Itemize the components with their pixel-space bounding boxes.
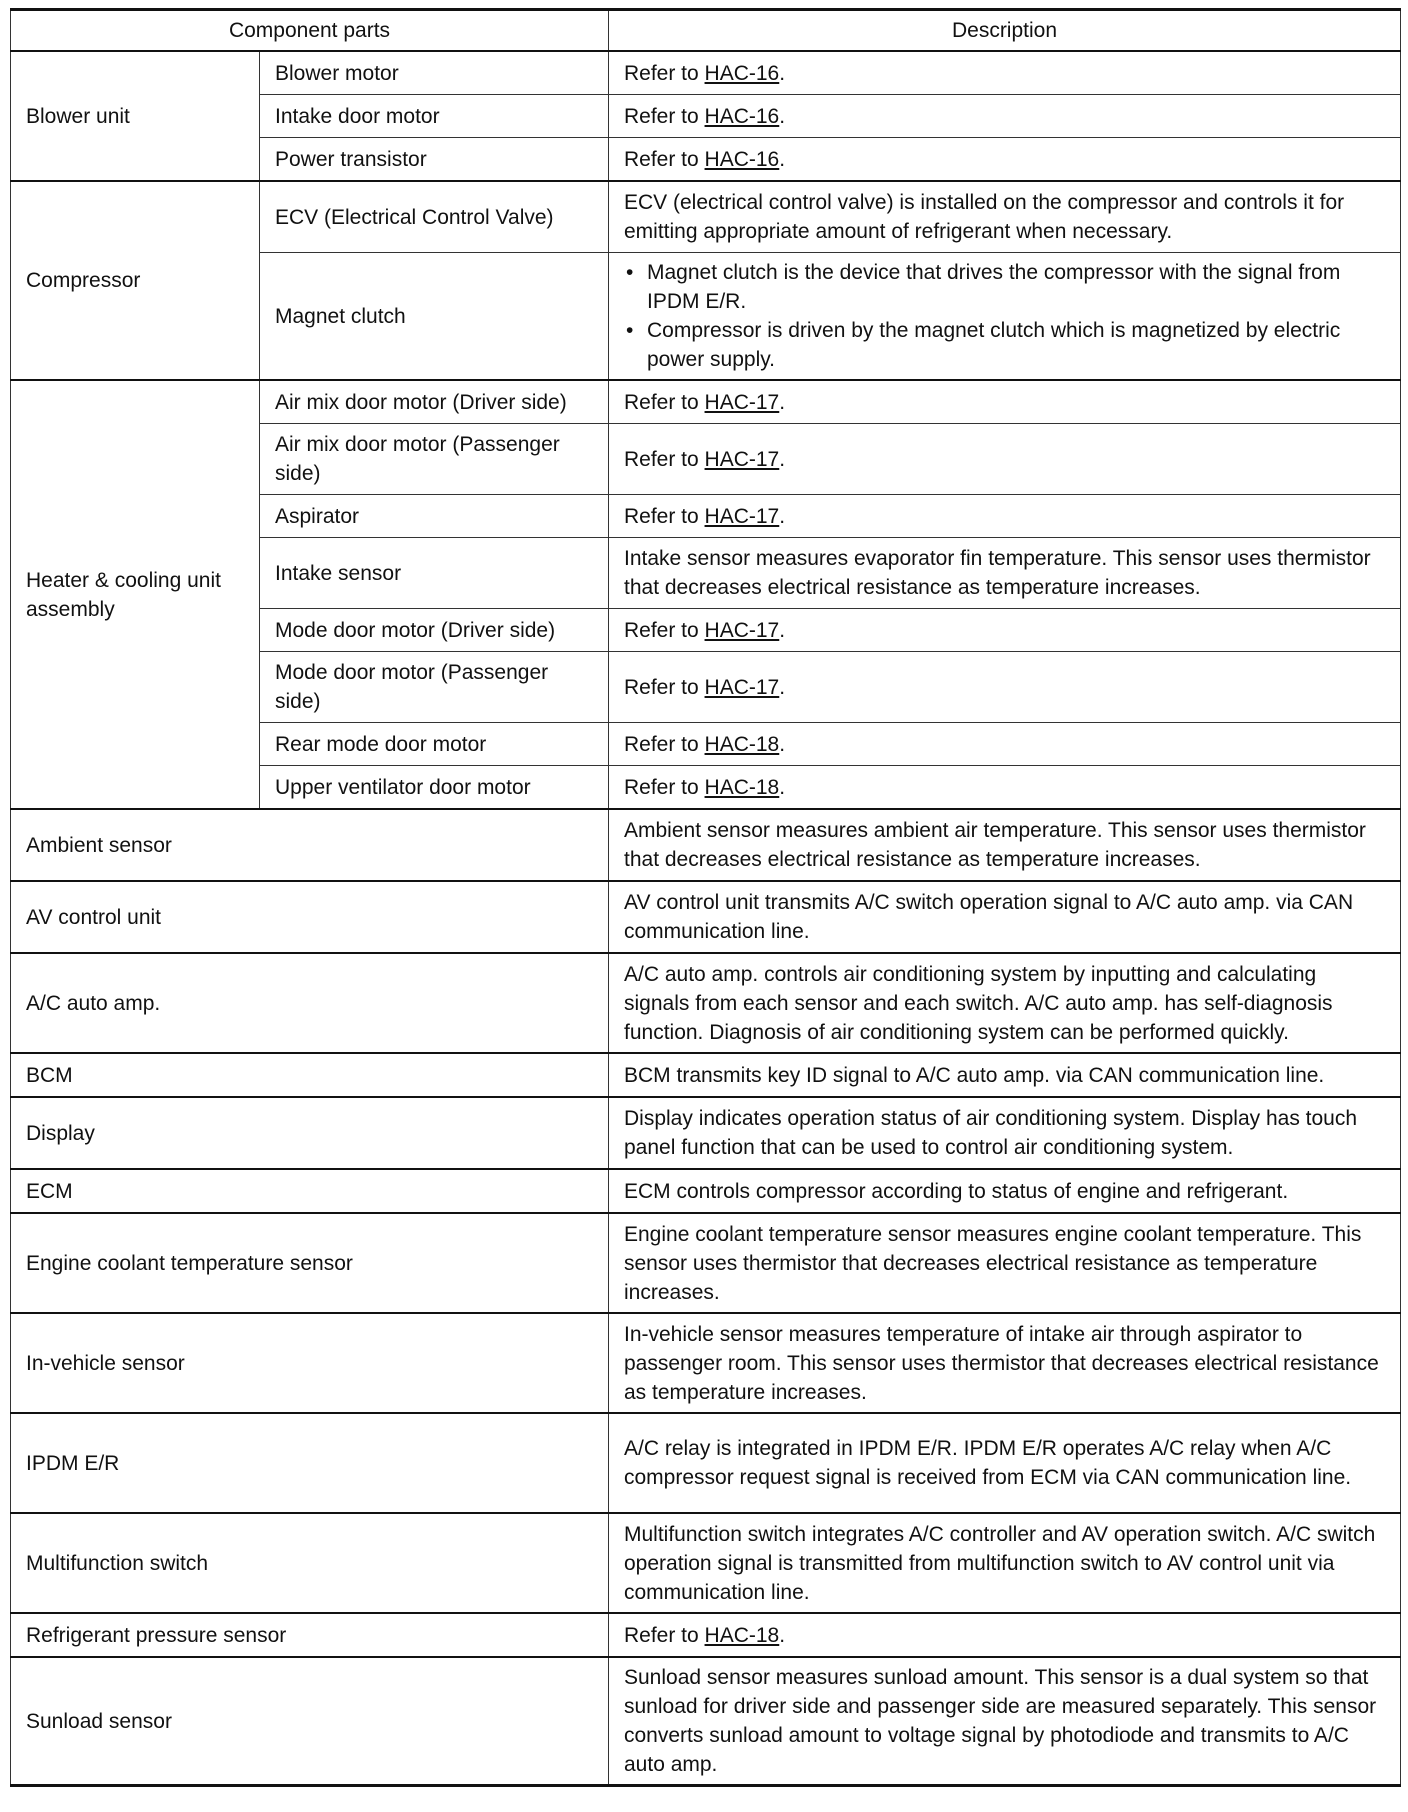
- part-name: Intake sensor: [260, 538, 609, 609]
- table-row: [11, 181, 1401, 253]
- part-name: IPDM E/R: [11, 1413, 609, 1513]
- bullet-item: • Compressor is driven by the magnet clutch which is magnetized by electric power supply.: [624, 316, 1385, 374]
- refer-text: Refer to: [624, 147, 705, 171]
- part-name: Air mix door motor (Passenger side): [260, 424, 609, 495]
- part-name: AV control unit: [11, 881, 609, 953]
- group-compressor: Compressor: [11, 181, 260, 380]
- refer-text: Refer to: [624, 390, 705, 414]
- description-cell: Refer to HAC-17.: [609, 380, 1401, 424]
- group-blower-unit: Blower unit: [11, 51, 260, 181]
- refer-text: Refer to: [624, 61, 705, 85]
- ref-link[interactable]: HAC-17: [704, 618, 780, 642]
- table-row: [11, 51, 1401, 95]
- part-name: Sunload sensor: [11, 1657, 609, 1786]
- refer-text: Refer to: [624, 104, 705, 128]
- refer-text: Refer to: [624, 732, 705, 756]
- table-row: [11, 1097, 1401, 1169]
- part-name: ECM: [11, 1169, 609, 1213]
- part-name: Aspirator: [260, 495, 609, 538]
- part-name: A/C auto amp.: [11, 953, 609, 1053]
- part-name: Mode door motor (Driver side): [260, 609, 609, 652]
- description-cell: Multifunction switch integrates A/C controller and AV operation switch. A/C switch operation signal is transmitted from multifunction switch to AV control unit via communication line.: [609, 1513, 1401, 1613]
- description-cell: Refer to HAC-18.: [609, 723, 1401, 766]
- part-name: Air mix door motor (Driver side): [260, 380, 609, 424]
- description-cell: Refer to HAC-16.: [609, 138, 1401, 182]
- description-cell: Refer to HAC-17.: [609, 609, 1401, 652]
- description-cell: Refer to HAC-17.: [609, 495, 1401, 538]
- table-row: [11, 380, 1401, 424]
- component-parts-table: [10, 8, 1401, 1787]
- ref-link[interactable]: HAC-16: [704, 147, 780, 171]
- part-name: Mode door motor (Passenger side): [260, 652, 609, 723]
- ref-link[interactable]: HAC-17: [704, 504, 780, 528]
- table-row: [11, 1053, 1401, 1097]
- table-header-row: [11, 10, 1401, 52]
- table-row: [11, 1213, 1401, 1313]
- description-cell: Sunload sensor measures sunload amount. This sensor is a dual system so that sunload for driver side and passenger side are measured separately. This sensor converts sunload amount to voltage signal by photodiode and transmits to A/C auto amp.: [609, 1657, 1401, 1786]
- description-cell: A/C auto amp. controls air conditioning system by inputting and calculating signals from each sensor and each switch. A/C auto amp. has self-diagnosis function. Diagnosis of air conditioning system can be performed quickly.: [609, 953, 1401, 1053]
- refer-text: Refer to: [624, 1623, 705, 1647]
- description-cell: Refer to HAC-16.: [609, 51, 1401, 95]
- part-name: ECV (Electrical Control Valve): [260, 181, 609, 253]
- part-name: Engine coolant temperature sensor: [11, 1213, 609, 1313]
- table-row: [11, 1613, 1401, 1657]
- part-name: Display: [11, 1097, 609, 1169]
- part-name: Ambient sensor: [11, 809, 609, 881]
- description-cell: A/C relay is integrated in IPDM E/R. IPDM E/R operates A/C relay when A/C compressor request signal is received from ECM via CAN communication line.: [609, 1413, 1401, 1513]
- part-name: Upper ventilator door motor: [260, 766, 609, 810]
- refer-text: Refer to: [624, 504, 705, 528]
- part-name: Rear mode door motor: [260, 723, 609, 766]
- table-row: [11, 809, 1401, 881]
- part-name: Power transistor: [260, 138, 609, 182]
- header-description: Description: [609, 10, 1401, 52]
- description-cell: Display indicates operation status of air conditioning system. Display has touch panel function that can be used to control air conditioning system.: [609, 1097, 1401, 1169]
- part-name: BCM: [11, 1053, 609, 1097]
- ref-link[interactable]: HAC-17: [704, 390, 780, 414]
- part-name: Refrigerant pressure sensor: [11, 1613, 609, 1657]
- part-name: Intake door motor: [260, 95, 609, 138]
- description-cell: ECM controls compressor according to status of engine and refrigerant.: [609, 1169, 1401, 1213]
- refer-text: Refer to: [624, 618, 705, 642]
- description-cell: ECV (electrical control valve) is installed on the compressor and controls it for emitting appropriate amount of refrigerant when necessary.: [609, 181, 1401, 253]
- description-cell: Refer to HAC-18.: [609, 1613, 1401, 1657]
- description-cell: Refer to HAC-18.: [609, 766, 1401, 810]
- part-name: In-vehicle sensor: [11, 1313, 609, 1413]
- description-cell: Intake sensor measures evaporator fin temperature. This sensor uses thermistor that decreases electrical resistance as temperature increases.: [609, 538, 1401, 609]
- description-cell: Refer to HAC-17.: [609, 652, 1401, 723]
- description-cell: In-vehicle sensor measures temperature of intake air through aspirator to passenger room. This sensor uses thermistor that decreases electrical resistance as temperature increases.: [609, 1313, 1401, 1413]
- group-heater-cooling-unit: Heater & cooling unit assembly: [11, 380, 260, 809]
- part-name: Blower motor: [260, 51, 609, 95]
- table-row: [11, 1513, 1401, 1613]
- ref-link[interactable]: HAC-16: [704, 104, 780, 128]
- description-cell: Refer to HAC-16.: [609, 95, 1401, 138]
- ref-link[interactable]: HAC-16: [704, 61, 780, 85]
- description-cell: Refer to HAC-17.: [609, 424, 1401, 495]
- bullet-list: [624, 258, 1385, 374]
- ref-link[interactable]: HAC-18: [704, 732, 780, 756]
- refer-text: Refer to: [624, 675, 705, 699]
- ref-link[interactable]: HAC-18: [704, 775, 780, 799]
- description-cell: Engine coolant temperature sensor measures engine coolant temperature. This sensor uses thermistor that decreases electrical resistance as temperature increases.: [609, 1213, 1401, 1313]
- ref-link[interactable]: HAC-17: [704, 447, 780, 471]
- table-row: [11, 1313, 1401, 1413]
- refer-text: Refer to: [624, 775, 705, 799]
- table-row: [11, 1413, 1401, 1513]
- table-row: [11, 881, 1401, 953]
- ref-link[interactable]: HAC-18: [704, 1623, 780, 1647]
- bullet-item: • Magnet clutch is the device that drives the compressor with the signal from IPDM E/R.: [624, 258, 1385, 316]
- part-name: Multifunction switch: [11, 1513, 609, 1613]
- refer-text: Refer to: [624, 447, 705, 471]
- description-cell: Ambient sensor measures ambient air temperature. This sensor uses thermistor that decreases electrical resistance as temperature increases.: [609, 809, 1401, 881]
- table-row: [11, 953, 1401, 1053]
- table-row: [11, 1169, 1401, 1213]
- description-cell: AV control unit transmits A/C switch operation signal to A/C auto amp. via CAN communication line.: [609, 881, 1401, 953]
- header-component-parts: Component parts: [11, 10, 609, 52]
- ref-link[interactable]: HAC-17: [704, 675, 780, 699]
- description-cell: BCM transmits key ID signal to A/C auto amp. via CAN communication line.: [609, 1053, 1401, 1097]
- description-cell: [609, 253, 1401, 381]
- part-name: Magnet clutch: [260, 253, 609, 381]
- table-row: [11, 1657, 1401, 1786]
